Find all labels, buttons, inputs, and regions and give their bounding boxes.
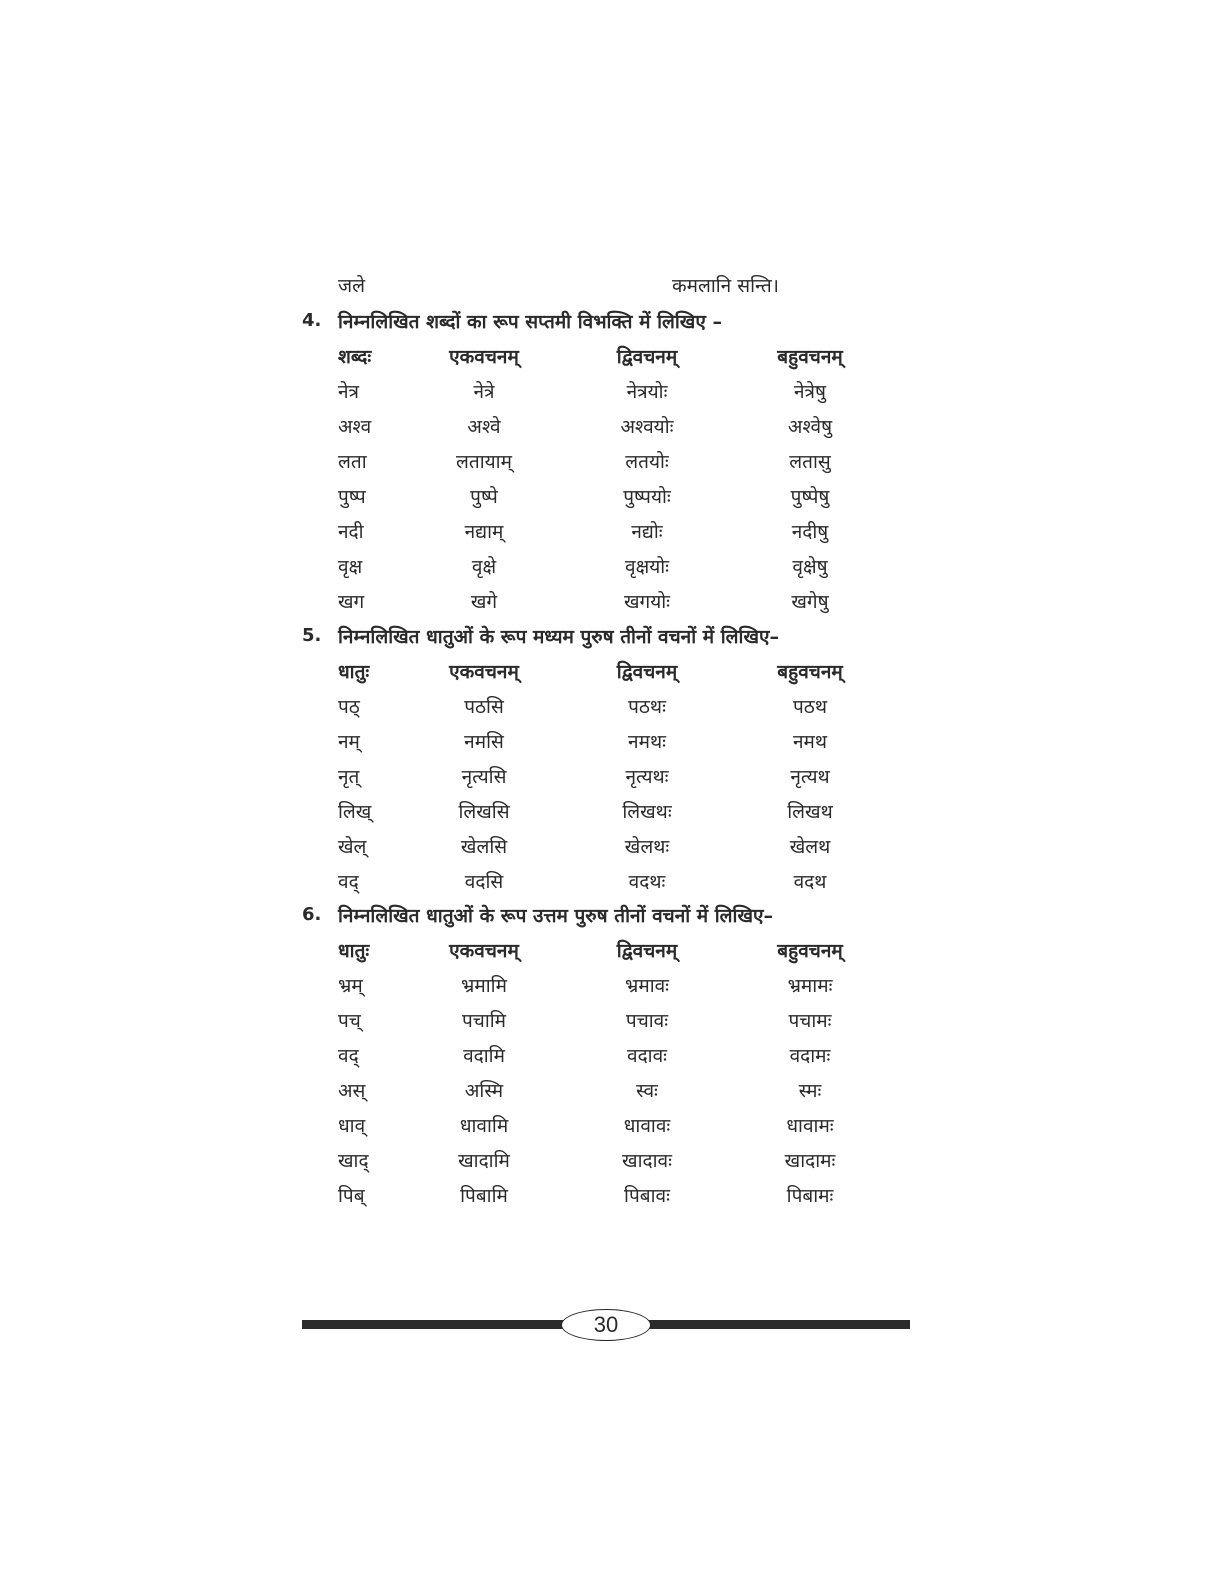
table-cell: नृत्यसि bbox=[461, 766, 507, 788]
table-cell: खादामः bbox=[784, 1150, 836, 1172]
table-cell: अश्व bbox=[338, 416, 372, 438]
table-cell: लिखथ bbox=[787, 801, 833, 823]
table-cell: स्वः bbox=[636, 1080, 658, 1102]
table-row bbox=[0, 1147, 1224, 1179]
table-cell: खाद् bbox=[338, 1150, 369, 1172]
table-row bbox=[0, 588, 1224, 620]
table-row bbox=[0, 1112, 1224, 1144]
table-row bbox=[0, 833, 1224, 865]
table-cell: अश्वेषु bbox=[787, 416, 833, 438]
table-cell: धावावः bbox=[623, 1115, 671, 1137]
table-cell: खेल् bbox=[338, 836, 367, 858]
header-cell: एकवचनम् bbox=[449, 661, 519, 683]
table-cell: नदीषु bbox=[791, 521, 829, 543]
table-cell: वृक्षेषु bbox=[792, 556, 828, 578]
header-cell: बहुवचनम् bbox=[777, 661, 843, 683]
table-cell: वद् bbox=[338, 1045, 359, 1067]
table-cell: अस्मि bbox=[464, 1080, 504, 1102]
table-cell: लतासु bbox=[789, 451, 831, 473]
table-cell: नमथ bbox=[792, 731, 828, 753]
header-cell: धातुः bbox=[338, 661, 370, 683]
table-row bbox=[0, 972, 1224, 1004]
header-cell: एकवचनम् bbox=[449, 940, 519, 962]
question-number: 5. bbox=[302, 625, 322, 646]
page-number: 30 bbox=[561, 1309, 651, 1341]
table-cell: लता bbox=[338, 451, 367, 473]
table-cell: नम् bbox=[338, 731, 360, 753]
table-cell: नद्योः bbox=[631, 521, 663, 543]
table-cell: भ्रम् bbox=[338, 975, 363, 997]
table-row bbox=[0, 1042, 1224, 1074]
table-cell: वृक्षे bbox=[471, 556, 497, 578]
table-cell: वृक्षयोः bbox=[625, 556, 669, 578]
table-cell: लिख् bbox=[338, 801, 372, 823]
table-cell: वदसि bbox=[464, 871, 504, 893]
table-row bbox=[0, 483, 1224, 515]
table-cell: खगयोः bbox=[623, 591, 671, 613]
table-cell: लतायाम् bbox=[456, 451, 512, 473]
table-cell: खादामि bbox=[458, 1150, 510, 1172]
table-cell: पचामि bbox=[461, 1010, 507, 1032]
table-cell: पुष्पेषु bbox=[790, 486, 830, 508]
table-cell: खग bbox=[338, 591, 365, 613]
table-header-row bbox=[0, 658, 1224, 690]
table-row bbox=[0, 1182, 1224, 1214]
table-cell: नेत्र bbox=[338, 381, 360, 403]
table-cell: वदथ bbox=[793, 871, 827, 893]
table-cell: पच् bbox=[338, 1010, 361, 1032]
table-cell: अश्वे bbox=[467, 416, 501, 438]
table-header-row bbox=[0, 343, 1224, 375]
table-row bbox=[0, 413, 1224, 445]
table-cell: भ्रमामः bbox=[787, 975, 833, 997]
table-row bbox=[0, 378, 1224, 410]
table-cell: पुष्प bbox=[338, 486, 366, 508]
table-cell: अस् bbox=[338, 1080, 366, 1102]
question-number: 6. bbox=[302, 904, 322, 925]
table-cell: खेलथः bbox=[624, 836, 670, 858]
table-cell: नेत्रे bbox=[473, 381, 495, 403]
table-cell: लतयोः bbox=[625, 451, 669, 473]
table-cell: पठथः bbox=[628, 696, 666, 718]
table-cell: धाव् bbox=[338, 1115, 366, 1137]
table-cell: पिबामः bbox=[786, 1185, 834, 1207]
table-cell: लिखसि bbox=[458, 801, 510, 823]
table-cell: नदी bbox=[338, 521, 364, 543]
table-cell: अश्वयोः bbox=[620, 416, 674, 438]
table-cell: पुष्पयोः bbox=[623, 486, 671, 508]
table-cell: नृत् bbox=[338, 766, 360, 788]
table-cell: नमथः bbox=[628, 731, 666, 753]
header-cell: द्विवचनम् bbox=[616, 940, 678, 962]
table-row bbox=[0, 763, 1224, 795]
table-cell: खादावः bbox=[622, 1150, 672, 1172]
header-cell: द्विवचनम् bbox=[616, 661, 678, 683]
table-cell: लिखथः bbox=[622, 801, 672, 823]
question-text: निम्नलिखित शब्दों का रूप सप्तमी विभक्ति में लिखिए – bbox=[338, 311, 722, 333]
table-row bbox=[0, 1007, 1224, 1039]
table-cell: खगेषु bbox=[791, 591, 829, 613]
table-cell: स्मः bbox=[798, 1080, 822, 1102]
table-cell: खेलसि bbox=[460, 836, 508, 858]
header-cell: बहुवचनम् bbox=[777, 346, 843, 368]
table-cell: भ्रमावः bbox=[624, 975, 670, 997]
table-cell: खगे bbox=[470, 591, 498, 613]
table-cell: पिबामि bbox=[460, 1185, 508, 1207]
table-cell: खेलथ bbox=[789, 836, 831, 858]
table-cell: नेत्रयोः bbox=[626, 381, 668, 403]
table-row bbox=[0, 693, 1224, 725]
table-cell: पठथ bbox=[793, 696, 827, 718]
table-cell: नमसि bbox=[464, 731, 504, 753]
table-row bbox=[0, 728, 1224, 760]
table-cell: धावामि bbox=[459, 1115, 509, 1137]
table-row bbox=[0, 1077, 1224, 1109]
table-cell: वृक्ष bbox=[338, 556, 363, 578]
table-row bbox=[0, 798, 1224, 830]
header-cell: एकवचनम् bbox=[449, 346, 519, 368]
table-cell: पचामः bbox=[788, 1010, 832, 1032]
table-cell: वदावः bbox=[627, 1045, 667, 1067]
intro-right-text: कमलानि सन्ति। bbox=[672, 275, 779, 297]
table-cell: पचावः bbox=[625, 1010, 669, 1032]
table-cell: नद्याम् bbox=[464, 521, 504, 543]
table-cell: पठसि bbox=[464, 696, 504, 718]
table-cell: पिब् bbox=[338, 1185, 365, 1207]
question-text: निम्नलिखित धातुओं के रूप मध्यम पुरुष तीनों वचनों में लिखिए– bbox=[338, 626, 780, 648]
table-cell: भ्रमामि bbox=[461, 975, 507, 997]
table-cell: पठ् bbox=[338, 696, 360, 718]
header-cell: शब्दः bbox=[338, 346, 372, 368]
table-row bbox=[0, 448, 1224, 480]
table-cell: पिबावः bbox=[624, 1185, 670, 1207]
table-cell: वद् bbox=[338, 871, 359, 893]
table-row bbox=[0, 518, 1224, 550]
question-text: निम्नलिखित धातुओं के रूप उत्तम पुरुष तीनों वचनों में लिखिए– bbox=[338, 905, 774, 927]
table-row bbox=[0, 553, 1224, 585]
header-cell: बहुवचनम् bbox=[777, 940, 843, 962]
table-cell: वदामि bbox=[463, 1045, 505, 1067]
header-cell: द्विवचनम् bbox=[616, 346, 678, 368]
table-cell: धावामः bbox=[786, 1115, 834, 1137]
header-cell: धातुः bbox=[338, 940, 370, 962]
intro-left-text: जले bbox=[338, 275, 365, 297]
table-cell: नृत्यथ bbox=[790, 766, 830, 788]
question-number: 4. bbox=[302, 310, 322, 331]
table-cell: वदामः bbox=[789, 1045, 831, 1067]
table-row bbox=[0, 868, 1224, 900]
table-header-row bbox=[0, 937, 1224, 969]
table-cell: पुष्पे bbox=[470, 486, 498, 508]
table-cell: नृत्यथः bbox=[625, 766, 669, 788]
table-cell: वदथः bbox=[628, 871, 666, 893]
table-cell: नेत्रेषु bbox=[793, 381, 827, 403]
